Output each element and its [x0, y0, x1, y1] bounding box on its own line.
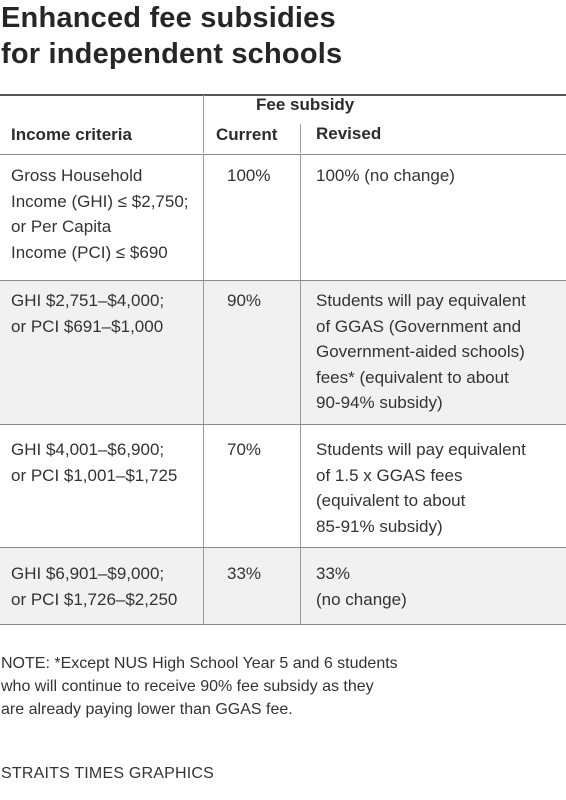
revised-header: Revised: [316, 124, 382, 143]
row-1-criteria-line: Income (PCI) ≤ $690: [11, 242, 168, 262]
row-3-revised: [316, 437, 526, 539]
header-divider-left: [203, 95, 204, 153]
current-header: Current: [216, 125, 278, 144]
row-4-criteria: [11, 561, 177, 612]
title-line-2: for independent schools: [1, 38, 343, 70]
row-2-revised-line: Students will pay equivalent: [316, 291, 526, 310]
row-1-criteria-line: Income (GHI) ≤ $2,750;: [11, 191, 189, 211]
row-4-revised: [316, 561, 407, 612]
row-2-revised: [316, 288, 526, 416]
row-1-criteria: [11, 163, 189, 265]
row-1-revised-line: 100% (no change): [316, 166, 455, 185]
table-bottom-rule: [0, 624, 566, 625]
fee-subsidy-group-header: Fee subsidy: [256, 95, 355, 114]
header-divider-mid: [300, 124, 301, 153]
body-divider-mid: [300, 155, 301, 624]
row-2-bottom-rule: [0, 424, 566, 425]
row-2-criteria: [11, 288, 164, 339]
row-4-criteria-line: GHI $6,901–$9,000;: [11, 564, 165, 583]
row-3-criteria-line: GHI $4,001–$6,900;: [11, 440, 165, 459]
footnote-line: NOTE: *Except NUS High School Year 5 and 6 students: [1, 655, 398, 672]
page-title: [1, 0, 342, 72]
title-line-1: Enhanced fee subsidies: [1, 2, 336, 34]
row-4-criteria-line: or PCI $1,726–$2,250: [11, 589, 178, 609]
row-1-bottom-rule: [0, 280, 566, 281]
row-3-current: 70%: [227, 440, 262, 459]
row-4-current: 33%: [227, 564, 262, 583]
row-1-criteria-line: Gross Household: [11, 166, 143, 185]
row-2-revised-line: of GGAS (Government and: [316, 316, 522, 336]
row-2-criteria-line: GHI $2,751–$4,000;: [11, 291, 165, 310]
income-criteria-header: Income criteria: [11, 125, 132, 144]
header-bottom-rule: [0, 154, 566, 155]
row-2-revised-line: 90-94% subsidy): [316, 393, 443, 412]
row-2-revised-line: fees* (equivalent to about: [316, 367, 509, 387]
row-3-bottom-rule: [0, 547, 566, 548]
row-3-revised-line: (equivalent to about: [316, 491, 466, 510]
footnote-line: who will continue to receive 90% fee subsidy as they: [1, 678, 374, 695]
row-3-revised-line: of 1.5 x GGAS fees: [316, 465, 463, 485]
footnote: [1, 652, 398, 721]
row-2-criteria-line: or PCI $691–$1,000: [11, 316, 164, 336]
row-1-current: 100%: [227, 166, 271, 185]
row-4-revised-line: (no change): [316, 589, 407, 609]
row-1-criteria-line: or Per Capita: [11, 217, 112, 236]
row-3-revised-line: Students will pay equivalent: [316, 440, 526, 459]
row-2-current: 90%: [227, 291, 262, 310]
footnote-line: are already paying lower than GGAS fee.: [1, 701, 293, 718]
row-3-revised-line: 85-91% subsidy): [316, 516, 443, 536]
body-divider-left: [203, 155, 204, 624]
row-3-criteria: [11, 437, 177, 488]
row-1-revised: [316, 163, 455, 189]
row-2-revised-line: Government-aided schools): [316, 342, 525, 361]
source-credit: STRAITS TIMES GRAPHICS: [1, 765, 215, 782]
row-4-revised-line: 33%: [316, 564, 351, 583]
row-3-criteria-line: or PCI $1,001–$1,725: [11, 465, 178, 485]
